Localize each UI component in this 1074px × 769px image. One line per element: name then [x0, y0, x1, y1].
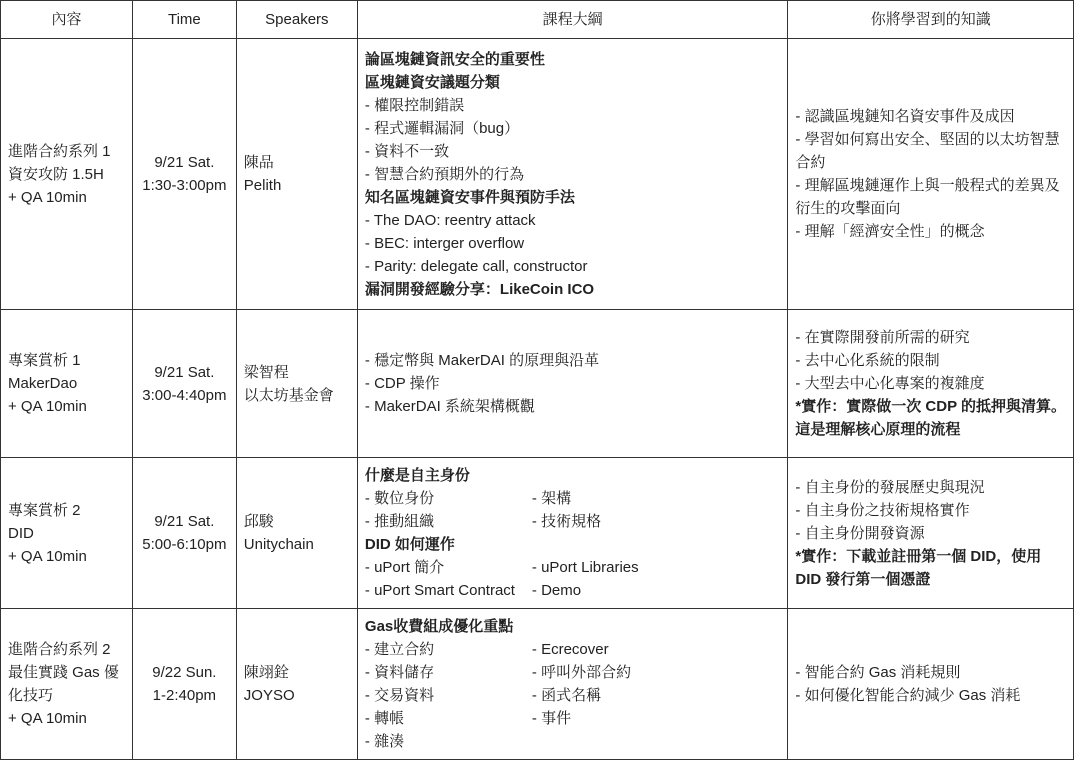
outline-item: - 建立合約 [364, 641, 435, 658]
speaker-name: 陳品 [243, 154, 274, 171]
outline-item: - CDP 操作 [364, 375, 440, 392]
outline-heading: 區塊鏈資安議題分類 [364, 73, 500, 91]
content-cell [1, 609, 133, 760]
table-row [1, 458, 1074, 609]
learn-item: - 如何優化智能合約減少 Gas 消耗 [795, 687, 1021, 704]
outline-item: - Demo [531, 582, 582, 599]
outline-heading: 什麼是自主身份 [364, 467, 470, 484]
outline-item: - MakerDAI 系統架構概觀 [364, 398, 535, 415]
outline-item: - 呼叫外部合約 [531, 664, 632, 681]
speaker-cell [236, 39, 357, 310]
time-cell [132, 39, 236, 310]
outline-item: - uPort 簡介 [364, 559, 445, 576]
learn-item: - 去中心化系統的限制 [795, 352, 940, 369]
outline-pair [365, 638, 780, 661]
learn-cell [788, 609, 1074, 760]
content-line: 資安攻防 1.5H [8, 165, 104, 183]
outline-item: - The DAO: reentry attack [364, 211, 536, 229]
outline-heading: 論區塊鏈資訊安全的重要性 [364, 50, 545, 68]
learn-item: - 理解「經濟安全性」的概念 [795, 223, 985, 240]
outline-item: - 智慧合約預期外的行為 [364, 165, 525, 183]
content-line: + QA 10min [8, 547, 87, 565]
outline-cell [357, 609, 787, 760]
time-date: 9/21 Sat. [154, 513, 215, 530]
learn-item: - 學習如何寫出安全、堅固的以太坊智慧合約 [795, 131, 1060, 171]
learn-item: - 大型去中心化專案的複雜度 [795, 375, 985, 392]
content-line: + QA 10min [8, 398, 87, 415]
outline-pair [365, 556, 780, 579]
speaker-org: JOYSO [243, 687, 295, 704]
content-line: + QA 10min [8, 710, 87, 727]
outline-heading: DID 如何運作 [364, 536, 455, 553]
header-learn: 你將學習到的知識 [788, 1, 1074, 39]
outline-item: - Ecrecover [531, 641, 609, 658]
time-cell [132, 310, 236, 458]
learn-item: - 智能合約 Gas 消耗規則 [795, 664, 961, 681]
table-row [1, 39, 1074, 310]
content-line: 進階合約系列 2 [8, 641, 111, 658]
speaker-org: 以太坊基金會 [243, 386, 334, 404]
outline-pair [365, 707, 780, 730]
learn-cell [788, 310, 1074, 458]
content-cell [1, 39, 133, 310]
outline-item: - BEC: interger overflow [364, 234, 525, 252]
outline-pair [365, 579, 780, 602]
table-row [1, 609, 1074, 760]
outline-item: - 技術規格 [531, 513, 602, 530]
header-outline: 課程大綱 [357, 1, 787, 39]
speaker-org: Unitychain [243, 536, 314, 553]
outline-cell [357, 458, 787, 609]
outline-item: - 權限控制錯誤 [364, 96, 465, 114]
learn-cell [788, 39, 1074, 310]
outline-pair [365, 510, 780, 533]
content-line: 專案賞析 1 [8, 352, 81, 369]
content-line: 進階合約系列 1 [8, 142, 111, 160]
speaker-cell [236, 609, 357, 760]
learn-item: - 自主身份之技術規格實作 [795, 501, 970, 519]
outline-item: - Parity: delegate call, constructor [364, 257, 588, 275]
learn-item: - 理解區塊鏈運作上與一般程式的差異及衍生的攻擊面向 [795, 177, 1060, 217]
speaker-name: 陳翊銓 [243, 664, 289, 681]
header-content: 內容 [1, 1, 133, 39]
outline-item: - uPort Libraries [531, 559, 639, 576]
learn-item: *實作：實際做一次 CDP 的抵押與清算。這是理解核心原理的流程 [795, 398, 1066, 438]
header-row [1, 1, 1074, 39]
learn-item: *實作：下載並註冊第一個 DID，使用 DID 發行第一個憑證 [795, 547, 1042, 588]
outline-pair [365, 684, 780, 707]
learn-item: - 認識區塊鏈知名資安事件及成因 [795, 108, 1015, 125]
header-speakers: Speakers [236, 1, 357, 39]
speaker-cell [236, 310, 357, 458]
speaker-name: 邱駿 [243, 513, 274, 530]
time-range: 1:30-3:00pm [142, 177, 227, 194]
time-range: 5:00-6:10pm [142, 536, 227, 553]
speaker-name: 梁智程 [243, 363, 289, 381]
outline-item: - 轉帳 [364, 710, 405, 727]
time-date: 9/21 Sat. [154, 154, 215, 171]
outline-item: - 函式名稱 [531, 687, 602, 704]
time-range: 1-2:40pm [152, 687, 217, 704]
learn-cell [788, 458, 1074, 609]
content-line: + QA 10min [8, 188, 87, 206]
outline-item: - 事件 [531, 710, 572, 727]
outline-item: - 數位身份 [364, 490, 435, 507]
content-cell [1, 458, 133, 609]
learn-item: - 自主身份開發資源 [795, 524, 925, 542]
outline-heading: 知名區塊鏈資安事件與預防手法 [364, 188, 575, 206]
outline-item: - 程式邏輯漏洞（bug） [364, 119, 520, 137]
speaker-org: Pelith [243, 177, 282, 194]
time-date: 9/22 Sun. [152, 664, 217, 681]
outline-item: - 雜湊 [364, 733, 405, 750]
outline-cell [357, 310, 787, 458]
outline-item: - 資料不一致 [364, 142, 450, 160]
outline-item: - 交易資料 [364, 687, 435, 704]
time-cell [132, 458, 236, 609]
content-line: 最佳實踐 Gas 優化技巧 [8, 664, 119, 704]
time-cell [132, 609, 236, 760]
outline-pair [365, 661, 780, 684]
content-line: 專案賞析 2 [8, 501, 81, 519]
content-cell [1, 310, 133, 458]
outline-cell [357, 39, 787, 310]
outline-pair [365, 487, 780, 510]
content-line: MakerDao [8, 375, 78, 392]
learn-item: - 自主身份的發展歷史與現況 [795, 478, 985, 496]
content-line: DID [8, 524, 34, 542]
outline-item: - 資料儲存 [364, 664, 435, 681]
time-range: 3:00-4:40pm [142, 386, 227, 404]
speaker-cell [236, 458, 357, 609]
outline-item: - uPort Smart Contract [364, 582, 515, 599]
header-time: Time [132, 1, 236, 39]
learn-item: - 在實際開發前所需的研究 [795, 329, 970, 346]
outline-item: - 架構 [531, 490, 572, 507]
outline-heading: Gas收費組成優化重點 [364, 618, 514, 635]
table-row [1, 310, 1074, 458]
outline-item: - 穩定幣與 MakerDAI 的原理與沿革 [364, 352, 600, 369]
outline-item: - 推動組織 [364, 513, 435, 530]
outline-heading: 漏洞開發經驗分享：LikeCoin ICO [364, 280, 595, 298]
time-date: 9/21 Sat. [154, 363, 215, 381]
